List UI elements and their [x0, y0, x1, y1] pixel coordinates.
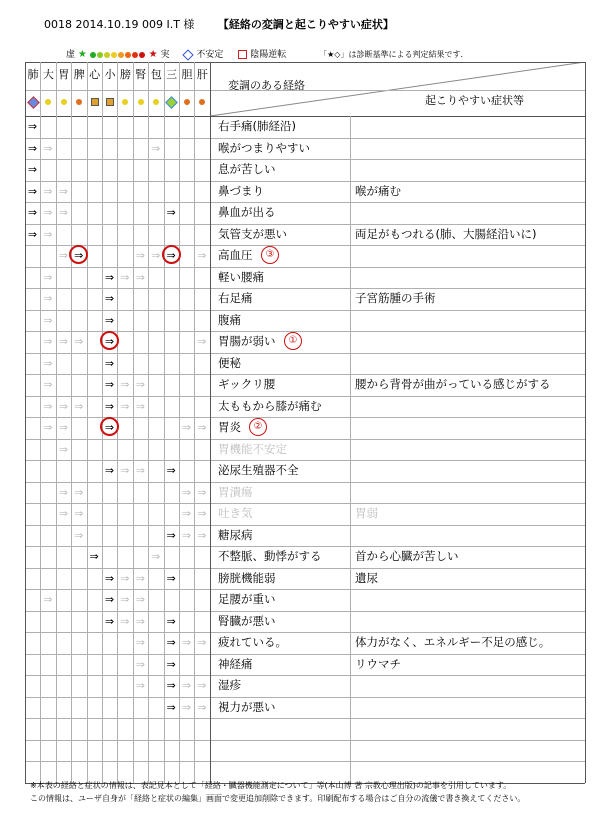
highlight-circle — [100, 331, 119, 350]
symptom-meridian-text: 太ももから膝が痛む — [218, 398, 322, 413]
meridian-header: 胆 — [181, 68, 193, 81]
meridian-arrow-icon: ⇒ — [43, 378, 53, 391]
related-symptom-text: 腰から背骨が曲がっている感じがする — [355, 377, 551, 391]
meridian-arrow-icon: ⇒ — [181, 679, 192, 692]
meridian-status-mark — [194, 96, 210, 108]
meridian-column-header: 変調のある経絡 — [228, 79, 305, 92]
highlight-circle — [162, 245, 181, 264]
legend-color-dot — [139, 52, 145, 58]
symptom-meridian-text: 腹痛 — [218, 312, 241, 327]
symptom-meridian-text: 泌尿生殖器不全 — [218, 463, 299, 477]
meridian-status-mark — [87, 96, 103, 108]
page-title: 【経絡の変調と起こりやすい症状】 — [217, 18, 394, 31]
related-symptom-text: 遺尿 — [355, 570, 378, 585]
meridian-status-mark — [179, 96, 195, 108]
meridian-arrow-icon: ⇒ — [166, 464, 176, 477]
symptom-meridian-text: 気管支が悪い — [218, 226, 287, 241]
meridian-arrow-icon: ⇒ — [181, 528, 192, 542]
table-row — [25, 353, 585, 375]
symptom-meridian-text: 息が苦しい — [218, 162, 276, 176]
meridian-arrow-icon: ⇒ — [43, 141, 53, 155]
legend-reverse-label: 陰陽逆転 — [250, 50, 287, 60]
table-row — [25, 503, 585, 525]
meridian-arrow-icon: ⇒ — [58, 249, 68, 262]
table-row — [25, 611, 585, 633]
meridian-arrow-icon: ⇒ — [104, 571, 115, 585]
status-icon — [184, 99, 190, 105]
status-icon — [138, 99, 144, 105]
meridian-arrow-icon: ⇒ — [104, 464, 115, 477]
table-row — [25, 310, 585, 332]
symptom-column-header: 起こりやすい症状等 — [425, 94, 524, 107]
status-icon — [106, 98, 114, 106]
meridian-arrow-icon: ⇒ — [43, 270, 53, 284]
meridian-arrow-icon: ⇒ — [27, 141, 38, 155]
meridian-symptom-table — [25, 62, 585, 783]
meridian-arrow-icon: ⇒ — [135, 636, 145, 649]
meridian-arrow-icon: ⇒ — [166, 528, 176, 542]
meridian-arrow-icon: ⇒ — [104, 378, 115, 391]
meridian-arrow-icon: ⇒ — [43, 356, 53, 370]
meridian-arrow-icon: ⇒ — [74, 528, 84, 542]
symptom-meridian-text: 右足痛 — [218, 291, 253, 305]
table-row — [25, 525, 585, 547]
legend-excess-label: 実 — [160, 50, 170, 60]
table-row — [25, 546, 585, 568]
meridian-arrow-icon: ⇒ — [27, 120, 38, 133]
grid-vline — [585, 62, 586, 783]
meridian-arrow-icon: ⇒ — [166, 679, 176, 692]
table-row — [25, 417, 585, 439]
legend — [66, 48, 463, 62]
meridian-arrow-icon: ⇒ — [74, 249, 84, 262]
legend-color-dot — [125, 52, 131, 58]
meridian-header: 大 — [42, 68, 54, 81]
table-row — [25, 482, 585, 504]
meridian-arrow-icon: ⇒ — [197, 679, 207, 692]
table-row — [25, 589, 585, 611]
meridian-arrow-icon: ⇒ — [181, 700, 192, 714]
symptom-meridian-text: 膀胱機能弱 — [218, 570, 276, 585]
status-icon — [61, 99, 67, 105]
meridian-status-mark — [25, 96, 41, 108]
related-symptom-text: 体力がなく、エネルギー不足の感じ。 — [355, 635, 551, 649]
circled-number: ② — [249, 418, 267, 436]
symptom-meridian-text: 高血圧 — [218, 248, 253, 262]
table-row — [25, 654, 585, 676]
meridian-arrow-icon: ⇒ — [181, 421, 192, 434]
meridian-arrow-icon: ⇒ — [104, 399, 115, 413]
meridian-arrow-icon: ⇒ — [43, 184, 53, 198]
meridian-arrow-icon: ⇒ — [181, 507, 192, 520]
meridian-arrow-icon: ⇒ — [197, 421, 207, 434]
related-symptom-text: 喉が痛む — [355, 183, 401, 198]
meridian-arrow-icon: ⇒ — [58, 206, 68, 219]
table-row — [25, 439, 585, 461]
meridian-arrow-icon: ⇒ — [120, 399, 130, 413]
meridian-arrow-icon: ⇒ — [89, 550, 99, 563]
meridian-header: 小 — [104, 68, 116, 81]
meridian-status-mark — [148, 96, 164, 108]
grid-hline — [25, 62, 585, 63]
highlight-circle — [100, 417, 119, 436]
related-symptom-text: 子宮筋腫の手術 — [355, 291, 436, 305]
table-row — [25, 267, 585, 289]
symptom-meridian-text: 視力が悪い — [218, 699, 276, 714]
meridian-arrow-icon: ⇒ — [151, 550, 161, 563]
meridian-arrow-icon: ⇒ — [197, 528, 207, 542]
circled-number: ③ — [261, 246, 279, 264]
meridian-arrow-icon: ⇒ — [166, 206, 176, 219]
meridian-arrow-icon: ⇒ — [120, 614, 130, 628]
meridian-arrow-icon: ⇒ — [135, 679, 145, 692]
meridian-arrow-icon: ⇒ — [135, 378, 145, 391]
meridian-arrow-icon: ⇒ — [166, 636, 176, 649]
meridian-arrow-icon: ⇒ — [181, 636, 192, 649]
symptom-meridian-text: ギックリ腰 — [218, 377, 276, 391]
meridian-arrow-icon: ⇒ — [58, 442, 68, 456]
legend-deficiency-label: 虚 — [66, 50, 76, 60]
meridian-arrow-icon: ⇒ — [27, 206, 38, 219]
symptom-meridian-text: 足腰が重い — [218, 592, 276, 606]
table-row — [25, 245, 585, 267]
meridian-arrow-icon: ⇒ — [197, 700, 207, 714]
meridian-header: 胃 — [58, 68, 70, 81]
meridian-arrow-icon: ⇒ — [120, 270, 130, 284]
meridian-status-mark — [71, 96, 87, 108]
symptom-meridian-text: 神経痛 — [218, 656, 253, 671]
meridian-arrow-icon: ⇒ — [120, 571, 130, 585]
footer-note-2: この情報は、ユーザ自身が「経絡と症状の編集」画面で変更追加削除できます。印刷配布する場合はご自分の流儀で書き換えてください。 — [30, 794, 526, 803]
table-row — [25, 159, 585, 181]
meridian-arrow-icon: ⇒ — [151, 249, 161, 262]
meridian-arrow-icon: ⇒ — [74, 399, 84, 413]
status-icon — [76, 99, 82, 105]
legend-color-dot — [90, 52, 96, 58]
meridian-arrow-icon: ⇒ — [104, 356, 115, 370]
meridian-arrow-icon: ⇒ — [151, 141, 161, 155]
meridian-header: 肺 — [27, 68, 39, 81]
meridian-arrow-icon: ⇒ — [181, 485, 192, 499]
table-row — [25, 224, 585, 246]
meridian-arrow-icon: ⇒ — [197, 485, 207, 499]
report-header — [44, 16, 394, 32]
symptom-meridian-text: 胃腸が弱い — [218, 334, 276, 348]
table-row — [25, 568, 585, 590]
meridian-status-mark — [56, 96, 72, 108]
meridian-arrow-icon: ⇒ — [58, 335, 68, 348]
meridian-arrow-icon: ⇒ — [104, 421, 115, 434]
meridian-arrow-icon: ⇒ — [197, 507, 207, 520]
legend-color-dot — [132, 52, 138, 58]
meridian-arrow-icon: ⇒ — [135, 593, 145, 606]
meridian-arrow-icon: ⇒ — [58, 507, 68, 520]
meridian-arrow-icon: ⇒ — [197, 636, 207, 649]
symptom-meridian-text: 鼻血が出る — [218, 205, 276, 219]
meridian-arrow-icon: ⇒ — [166, 700, 176, 714]
meridian-arrow-icon: ⇒ — [104, 313, 115, 327]
status-icon — [122, 99, 128, 105]
meridian-arrow-icon: ⇒ — [74, 507, 84, 520]
diamond-icon — [183, 49, 194, 60]
related-symptom-text: 両足がもつれる(肺、大腸経沿いに) — [355, 226, 537, 241]
table-row — [25, 718, 585, 740]
meridian-arrow-icon: ⇒ — [120, 378, 130, 391]
meridian-arrow-icon: ⇒ — [135, 657, 145, 671]
table-row — [25, 181, 585, 203]
meridian-arrow-icon: ⇒ — [120, 464, 130, 477]
table-row — [25, 740, 585, 762]
meridian-status-mark — [40, 96, 56, 108]
meridian-header: 包 — [150, 68, 162, 81]
related-symptom-text: リウマチ — [355, 656, 401, 671]
table-row — [25, 697, 585, 719]
meridian-arrow-icon: ⇒ — [58, 485, 68, 499]
meridian-header: 三 — [166, 68, 178, 81]
related-symptom-text: 胃弱 — [355, 506, 378, 520]
status-icon — [91, 98, 99, 106]
symptom-meridian-text: 吐き気 — [218, 506, 253, 520]
meridian-status-mark — [117, 96, 133, 108]
symptom-meridian-text: 喉がつまりやすい — [218, 140, 310, 155]
meridian-status-mark — [102, 96, 118, 108]
meridian-arrow-icon: ⇒ — [104, 614, 115, 628]
status-icon — [153, 99, 159, 105]
meridian-arrow-icon: ⇒ — [166, 657, 176, 671]
symptom-meridian-text: 便秘 — [218, 355, 241, 370]
table-row — [25, 116, 585, 138]
meridian-arrow-icon: ⇒ — [166, 571, 176, 585]
symptom-meridian-text: 湿疹 — [218, 678, 241, 692]
legend-note: 「★◇」は診断基準による判定結果です. — [319, 50, 463, 59]
meridian-arrow-icon: ⇒ — [135, 249, 145, 262]
meridian-arrow-icon: ⇒ — [43, 335, 53, 348]
meridian-header: 心 — [89, 68, 101, 81]
meridian-arrow-icon: ⇒ — [27, 184, 38, 198]
meridian-arrow-icon: ⇒ — [104, 593, 115, 606]
related-symptom-text: 首から心臓が苦しい — [355, 549, 459, 563]
meridian-arrow-icon: ⇒ — [43, 227, 53, 241]
meridian-arrow-icon: ⇒ — [104, 270, 115, 284]
symptom-meridian-text: 不整脈、動悸がする — [218, 549, 322, 563]
meridian-arrow-icon: ⇒ — [166, 249, 176, 262]
symptom-meridian-text: 胃潰瘍 — [218, 484, 253, 499]
table-row — [25, 396, 585, 418]
square-icon — [238, 50, 247, 59]
symptom-meridian-text: 軽い腰痛 — [218, 269, 264, 284]
meridian-arrow-icon: ⇒ — [135, 270, 145, 284]
star-icon: ★ — [148, 49, 158, 60]
table-row — [25, 632, 585, 654]
meridian-status-mark — [133, 96, 149, 108]
meridian-header: 脾 — [73, 68, 85, 81]
symptom-meridian-text: 胃機能不安定 — [218, 441, 287, 456]
meridian-arrow-icon: ⇒ — [197, 249, 207, 262]
legend-color-dot — [111, 52, 117, 58]
meridian-arrow-icon: ⇒ — [135, 614, 145, 628]
table-row — [25, 331, 585, 353]
meridian-arrow-icon: ⇒ — [74, 485, 84, 499]
meridian-arrow-icon: ⇒ — [43, 292, 53, 305]
table-row — [25, 202, 585, 224]
symptom-meridian-text: 右手痛(肺経沿) — [218, 119, 296, 133]
table-row — [25, 460, 585, 482]
record-info: 0018 2014.10.19 009 I.T 様 — [44, 18, 195, 31]
meridian-header: 膀 — [119, 68, 131, 81]
status-icon — [199, 99, 205, 105]
table-row — [25, 675, 585, 697]
meridian-arrow-icon: ⇒ — [43, 313, 53, 327]
meridian-arrow-icon: ⇒ — [104, 335, 115, 348]
meridian-header: 腎 — [135, 68, 147, 81]
symptom-meridian-text: 糖尿病 — [218, 527, 253, 542]
meridian-arrow-icon: ⇒ — [58, 399, 68, 413]
status-icon — [45, 99, 51, 105]
circled-number: ① — [284, 332, 302, 350]
legend-color-dot — [97, 52, 103, 58]
meridian-status-mark — [164, 96, 180, 108]
footer-note-1: ※本表の経絡と症状の情報は、表記見本として「経絡・臓器機能測定について」等(本山博 著 宗教心理出版)の記事を引用しています。 — [30, 781, 512, 790]
symptom-meridian-text: 腎臓が悪い — [218, 613, 276, 628]
legend-color-dot — [118, 52, 124, 58]
meridian-arrow-icon: ⇒ — [197, 335, 207, 348]
table-row — [25, 374, 585, 396]
meridian-arrow-icon: ⇒ — [74, 335, 84, 348]
symptom-meridian-text: 疲れている。 — [218, 635, 287, 649]
symptom-meridian-text: 鼻づまり — [218, 183, 264, 198]
status-icon — [165, 96, 178, 109]
legend-color-dot — [104, 52, 110, 58]
table-row — [25, 138, 585, 160]
meridian-arrow-icon: ⇒ — [43, 593, 53, 606]
meridian-arrow-icon: ⇒ — [43, 399, 53, 413]
meridian-arrow-icon: ⇒ — [104, 292, 115, 305]
meridian-arrow-icon: ⇒ — [43, 421, 53, 434]
meridian-arrow-icon: ⇒ — [120, 593, 130, 606]
meridian-arrow-icon: ⇒ — [58, 184, 68, 198]
meridian-arrow-icon: ⇒ — [135, 571, 145, 585]
legend-unstable-label: 不安定 — [196, 50, 224, 60]
meridian-arrow-icon: ⇒ — [135, 399, 145, 413]
meridian-arrow-icon: ⇒ — [27, 163, 38, 176]
table-row — [25, 288, 585, 310]
meridian-arrow-icon: ⇒ — [135, 464, 145, 477]
star-icon: ★ — [77, 49, 87, 60]
grid-hline — [25, 90, 585, 91]
meridian-header: 肝 — [196, 68, 208, 81]
meridian-arrow-icon: ⇒ — [27, 227, 38, 241]
meridian-arrow-icon: ⇒ — [43, 206, 53, 219]
meridian-arrow-icon: ⇒ — [166, 614, 176, 628]
legend-color-scale — [90, 50, 146, 60]
status-icon — [27, 96, 40, 109]
meridian-arrow-icon: ⇒ — [58, 421, 68, 434]
symptom-meridian-text: 胃炎 — [218, 420, 241, 434]
